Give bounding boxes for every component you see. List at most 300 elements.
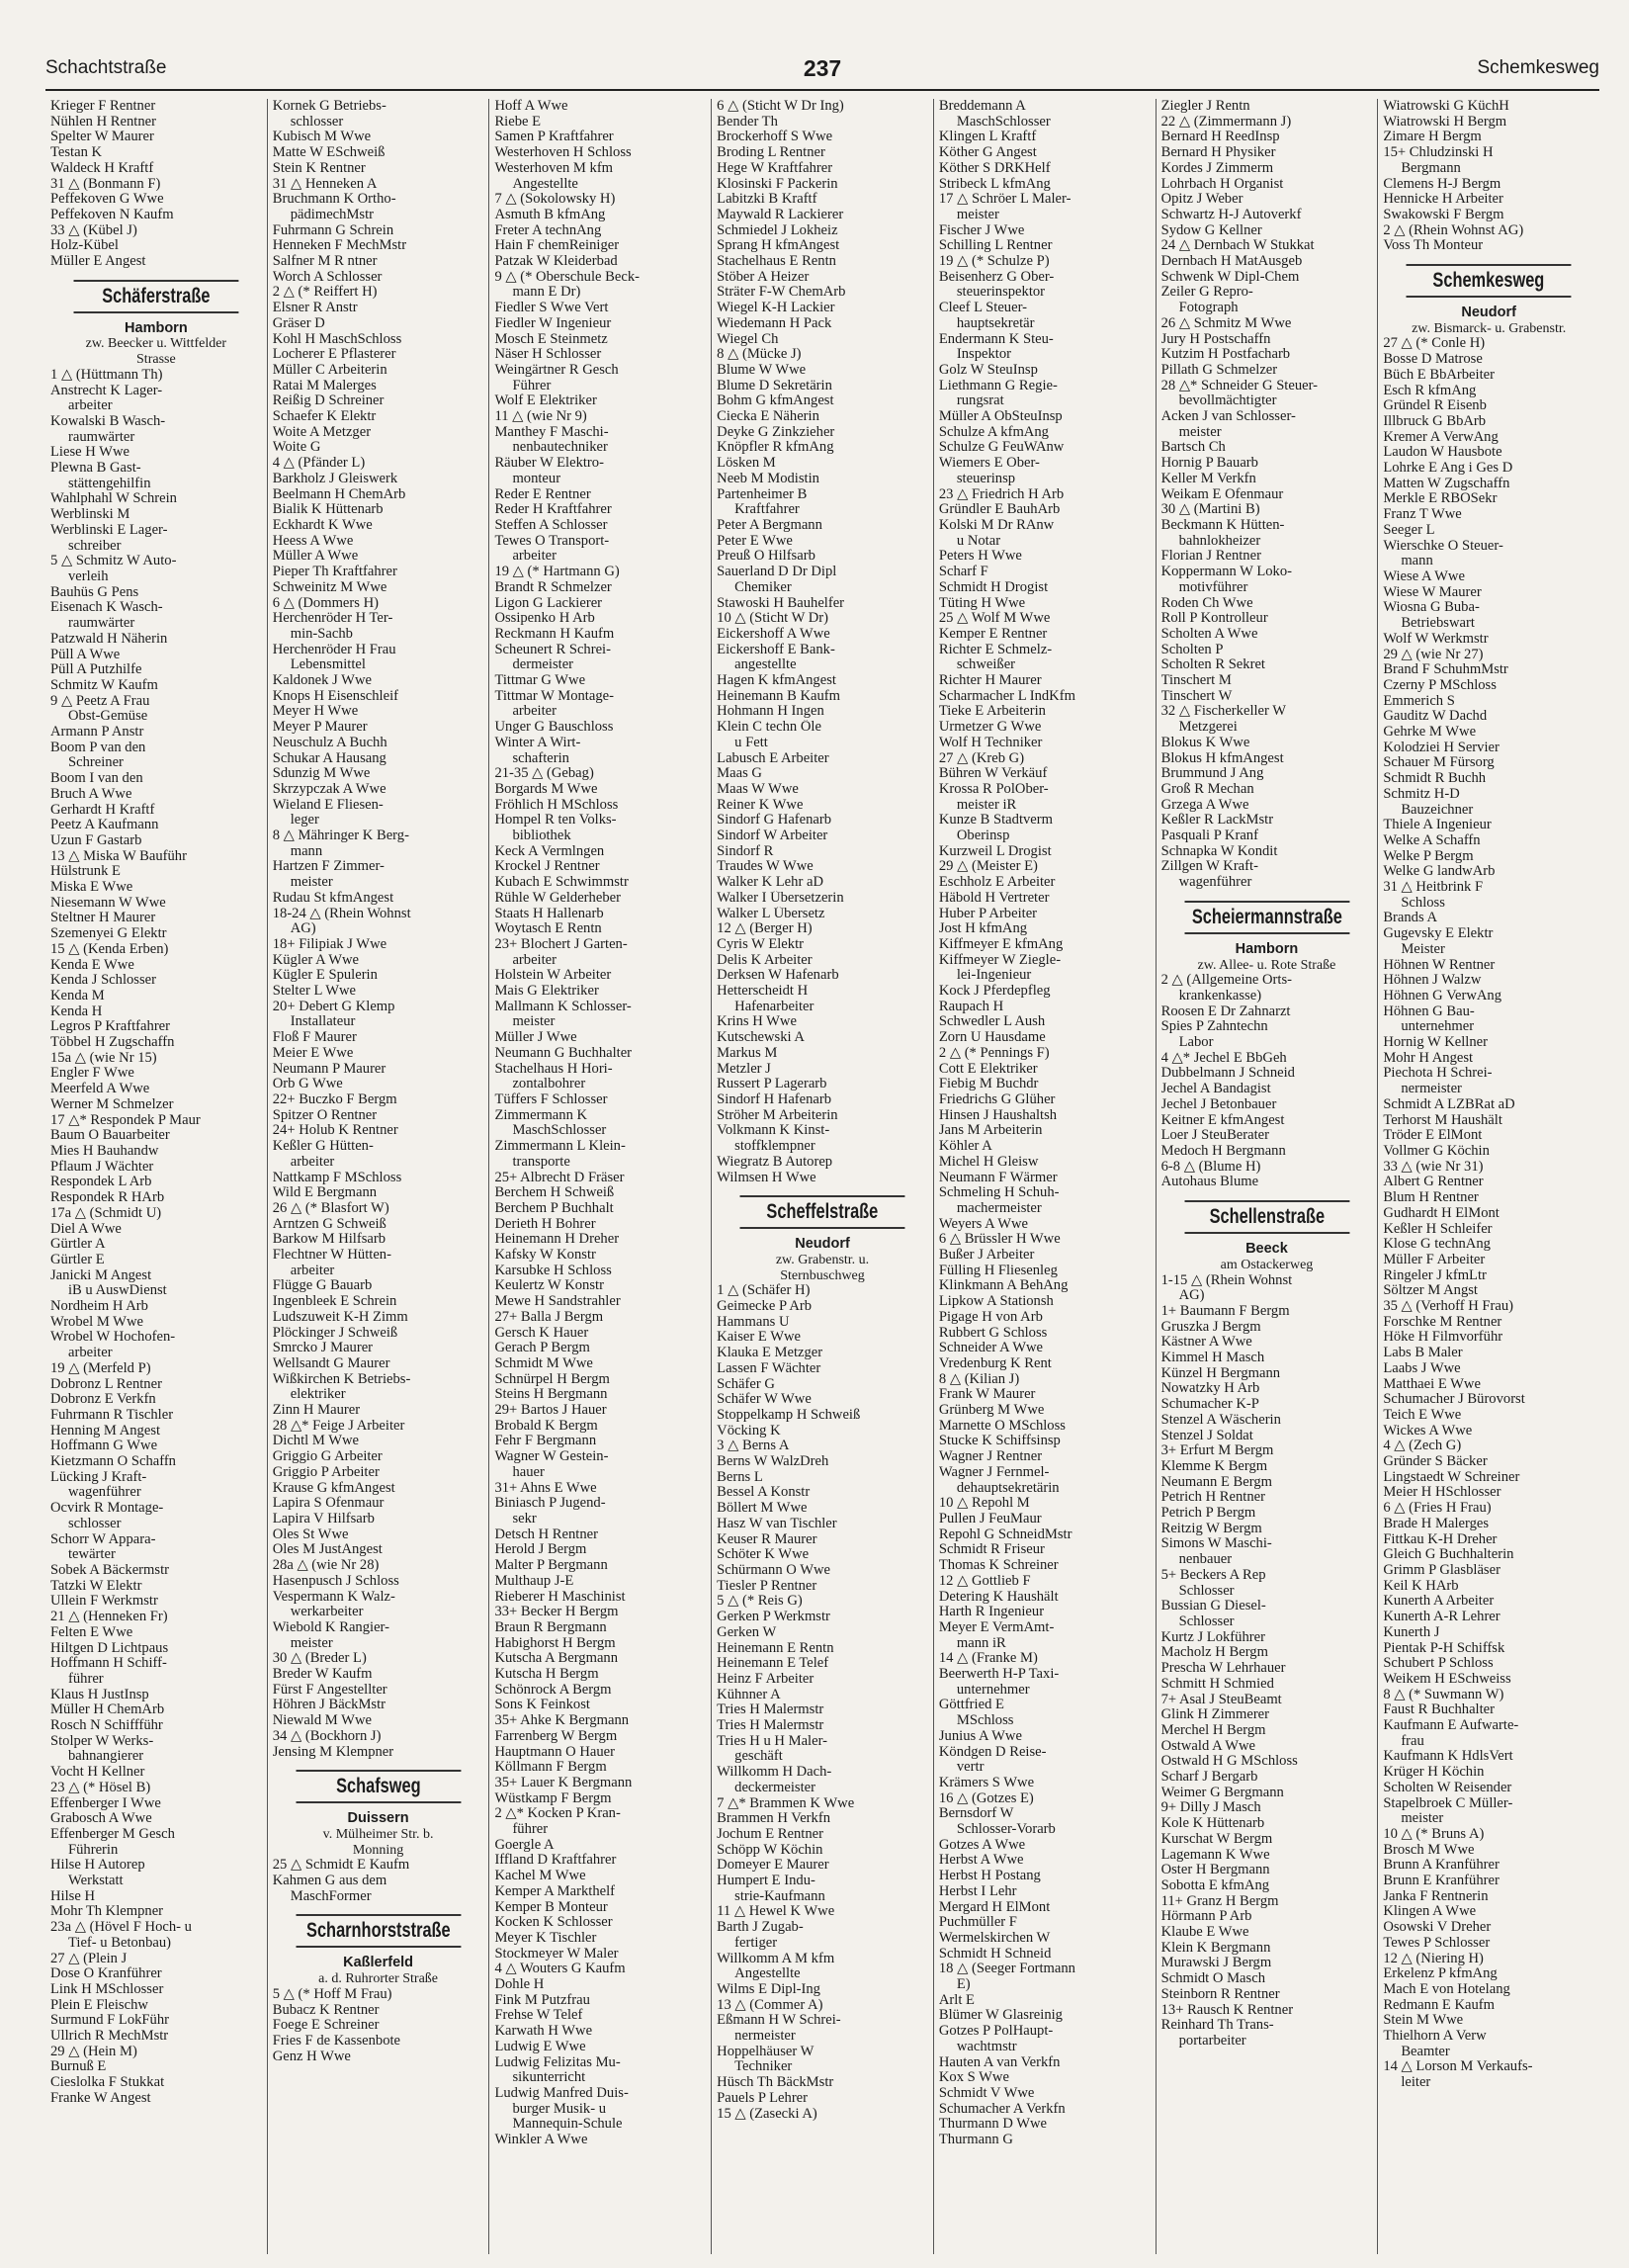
resident-entry: Cyris W Elektr [717, 936, 804, 952]
resident-entry: Heinemann B Kaufm [717, 688, 840, 704]
resident-entry: Sprang H kfmAngest [717, 238, 840, 254]
resident-entry: Albert G Rentner [1383, 1175, 1484, 1190]
resident-entry: Nühlen H Rentner [50, 114, 156, 130]
resident-entry: Wilmsen H Wwe [717, 1170, 816, 1185]
resident-entry: Thomas K Schreiner [938, 1558, 1059, 1574]
resident-entry: Gründel R Eisenb [1383, 398, 1487, 414]
resident-entry: Patzwald H Näherin [50, 631, 168, 647]
resident-entry: 2 △ (* Reiffert H) [272, 285, 378, 301]
resident-entry: Respondek R HArb [50, 1190, 165, 1206]
resident-entry: 27 △ (* Conle H) [1383, 336, 1486, 352]
entry-continuation: arbeiter [68, 398, 113, 414]
resident-entry: Laudon W Hausbote [1383, 445, 1502, 461]
resident-entry: Söltzer M Angst [1383, 1283, 1478, 1299]
resident-entry: Murawski J Bergm [1160, 1956, 1272, 1971]
resident-entry: Kemper A Markthelf [494, 1883, 616, 1899]
resident-entry: Felten E Wwe [50, 1624, 133, 1640]
resident-entry: Derieth H Bohrer [494, 1216, 596, 1232]
resident-entry: Höhnen G VerwAng [1383, 988, 1502, 1003]
resident-entry: Klemme K Bergm [1160, 1458, 1268, 1474]
resident-entry: Schumacher K-P [1160, 1397, 1259, 1413]
resident-entry: Peter E Wwe [717, 533, 793, 549]
resident-entry: Thiele A Ingenieur [1383, 818, 1492, 833]
resident-entry: Keßler G Hütten- [272, 1139, 374, 1155]
entry-continuation: lei-Ingenieur [956, 968, 1032, 984]
resident-entry: Höke H Filmvorführ [1383, 1330, 1503, 1346]
resident-entry: Smrcko J Maurer [272, 1341, 374, 1356]
resident-entry: Bialik K Hüttenarb [272, 502, 384, 518]
resident-entry: 29+ Bartos J Hauer [494, 1403, 607, 1419]
street-extent: a. d. Ruhrorter Straße [318, 1971, 439, 1987]
resident-entry: Breddemann A [938, 99, 1026, 114]
resident-entry: Kocken K Schlosser [494, 1915, 613, 1931]
resident-entry: Brosch M Wwe [1383, 1842, 1475, 1858]
resident-entry: Stockmeyer W Maler [494, 1946, 619, 1962]
resident-entry: 31 △ (Bonmann F) [50, 176, 161, 192]
resident-entry: Spitzer O Rentner [272, 1107, 378, 1123]
resident-entry: Baum O Bauarbeiter [50, 1128, 170, 1144]
resident-entry: Eisenach K Wasch- [50, 600, 163, 616]
resident-entry: Gotzes A Wwe [938, 1837, 1026, 1853]
entry-continuation: Oberinsp [956, 829, 1010, 844]
resident-entry: Müller H ChemArb [50, 1702, 165, 1718]
resident-entry: Tewes O Transport- [494, 533, 610, 549]
resident-entry: 30 △ (Breder L) [272, 1651, 367, 1667]
resident-entry: Müller F Arbeiter [1383, 1252, 1486, 1267]
resident-entry: 6 △ Brüssler H Wwe [938, 1232, 1061, 1248]
resident-entry: Foege E Schreiner [272, 2018, 380, 2034]
resident-entry: Schilling L Rentner [938, 238, 1053, 254]
resident-entry: Herchenröder H Frau [272, 642, 396, 657]
entry-continuation: schlosser [290, 114, 344, 130]
resident-entry: Testan K [50, 145, 103, 161]
resident-entry: Detering K Haushält [938, 1589, 1059, 1605]
resident-entry: Winkler A Wwe [494, 2133, 588, 2148]
resident-entry: Hasenpusch J Schloss [272, 1573, 399, 1589]
resident-entry: 6 △ (Dommers H) [272, 595, 379, 611]
resident-entry: Klauka E Metzger [717, 1346, 823, 1361]
resident-entry: Bartsch Ch [1160, 440, 1226, 456]
resident-entry: Stachelhaus H Hori- [494, 1061, 613, 1077]
resident-entry: Kühnner A [717, 1687, 781, 1702]
resident-entry: 12 △ (Berger H) [717, 921, 813, 937]
resident-entry: Wiatrowski H Bergm [1383, 114, 1507, 130]
resident-entry: Farrenberg W Bergm [494, 1728, 618, 1744]
resident-entry: Kietzmann O Schaffn [50, 1454, 176, 1470]
entry-continuation: Installateur [290, 1014, 356, 1030]
resident-entry: 4 △ (Pfänder L) [272, 456, 366, 472]
resident-entry: Kutzim H Postfacharb [1160, 347, 1291, 363]
entry-continuation: Obst-Gemüse [68, 709, 148, 725]
resident-entry: Scholten W Reisender [1383, 1780, 1512, 1795]
resident-entry: Dubbelmann J Schneid [1160, 1066, 1295, 1082]
resident-entry: Bussian G Diesel- [1160, 1599, 1266, 1614]
resident-entry: Petrich H Rentner [1160, 1490, 1265, 1506]
resident-entry: 28a △ (wie Nr 28) [272, 1558, 380, 1574]
resident-entry: Griggio G Arbeiter [272, 1449, 383, 1465]
street-heading: Schemkesweg [1407, 264, 1572, 298]
resident-entry: Kurtz J Lokführer [1160, 1629, 1265, 1645]
resident-entry: Pillath G Schmelzer [1160, 362, 1278, 378]
resident-entry: Rosch N Schiffführ [50, 1718, 163, 1734]
resident-entry: Dobronz L Rentner [50, 1376, 162, 1392]
resident-entry: Zimare H Bergm [1383, 130, 1482, 145]
resident-entry: Meier H HSchlosser [1383, 1485, 1501, 1501]
resident-entry: Roll P Kontrolleur [1160, 611, 1268, 627]
resident-entry: Liese H Wwe [50, 445, 129, 461]
resident-entry: Fuhrmann G Schrein [272, 222, 394, 238]
resident-entry: Westerhoven M kfm [494, 160, 614, 176]
resident-entry: Hornig W Kellner [1383, 1035, 1488, 1051]
resident-entry: Ziegler J Rentn [1160, 99, 1250, 114]
resident-entry: Köndgen D Reise- [938, 1744, 1047, 1760]
entry-continuation: nenbautechniker [512, 440, 608, 456]
resident-entry: Zeiler G Repro- [1160, 285, 1253, 301]
entry-continuation: min-Sachb [290, 626, 353, 642]
street-extent: Monning [352, 1842, 404, 1858]
resident-entry: Ostwald A Wwe [1160, 1738, 1255, 1754]
resident-entry: Tittmar G Wwe [494, 673, 586, 689]
resident-entry: Ludszuweit K-H Zimm [272, 1309, 408, 1325]
resident-entry: Blokus H kfmAngest [1160, 750, 1284, 766]
resident-entry: Rieberer H Maschinist [494, 1589, 626, 1605]
resident-entry: Kästner A Wwe [1160, 1335, 1252, 1351]
resident-entry: Köhler A [938, 1139, 992, 1155]
resident-entry: Kolski M Dr RAnw [938, 517, 1055, 533]
resident-entry: Partenheimer B [717, 486, 808, 502]
resident-entry: Oster H Bergmann [1160, 1863, 1270, 1878]
resident-entry: Fink M Putzfrau [494, 1992, 590, 2008]
resident-entry: Uzun F Gastarb [50, 832, 142, 848]
resident-entry: Schwenk W Dipl-Chem [1160, 269, 1300, 285]
entry-continuation: angestellte [734, 657, 797, 673]
resident-entry: Osowski V Dreher [1383, 1920, 1492, 1936]
entry-continuation: Schlosser [1178, 1583, 1235, 1599]
resident-entry: Jechel J Betonbauer [1160, 1096, 1277, 1112]
resident-entry: Roden Ch Wwe [1160, 595, 1253, 611]
resident-entry: 35+ Lauer K Bergmann [494, 1775, 633, 1790]
resident-entry: Keil K HArb [1383, 1578, 1459, 1594]
resident-entry: Floß F Maurer [272, 1030, 357, 1046]
resident-entry: Kutschewski A [717, 1030, 805, 1046]
resident-entry: 13 △ (Commer A) [717, 1997, 823, 2013]
resident-entry: Tries H u H Maler- [717, 1733, 828, 1749]
resident-entry: 9 △ (* Oberschule Beck- [494, 269, 641, 285]
resident-entry: Marnette O MSchloss [938, 1418, 1066, 1434]
resident-entry: 5 △ Schmitz W Auto- [50, 554, 177, 569]
resident-entry: Blokus K Wwe [1160, 735, 1250, 750]
resident-entry: Ratai M Malerges [272, 378, 377, 393]
resident-entry: Müller A ObSteuInsp [938, 409, 1063, 425]
resident-entry: Cieslolka F Stukkat [50, 2075, 165, 2091]
resident-entry: Zimmermann L Klein- [494, 1139, 626, 1155]
resident-entry: Klingen L Kraftf [938, 130, 1037, 145]
resident-entry: Wiegel K-H Lackier [717, 301, 835, 316]
resident-entry: Kaldonek J Wwe [272, 673, 372, 689]
street-extent: Sternbuschweg [780, 1267, 865, 1283]
resident-entry: Franke W Angest [50, 2090, 151, 2106]
resident-entry: Stein K Rentner [272, 160, 366, 176]
resident-entry: Hompel R ten Volks- [494, 813, 617, 829]
entry-continuation: burger Musik- u [512, 2101, 607, 2117]
resident-entry: Pflaum J Wächter [50, 1159, 154, 1175]
resident-entry: Schürmann O Wwe [717, 1562, 830, 1578]
entry-continuation: Mannequin-Schule [512, 2117, 623, 2133]
resident-entry: Schneider A Wwe [938, 1341, 1043, 1356]
district-name: Hamborn [1235, 941, 1299, 957]
resident-entry: Brunn A Kranführer [1383, 1858, 1500, 1874]
resident-entry: Thielhorn A Verw [1383, 2029, 1487, 2045]
resident-entry: Steltner H Maurer [50, 911, 156, 926]
resident-entry: Reitzig W Bergm [1160, 1521, 1262, 1536]
resident-entry: Berns L [717, 1469, 763, 1485]
resident-entry: 32 △ Fischerkeller W [1160, 704, 1287, 720]
directory-column-3 [489, 99, 712, 2254]
resident-entry: Kole K Hüttenarb [1160, 1816, 1265, 1832]
resident-entry: Stöber A Heizer [717, 269, 810, 285]
entry-continuation: Schloss [1401, 895, 1445, 911]
resident-entry: Woytasch E Rentn [494, 921, 602, 937]
resident-entry: Jechel A Bandagist [1160, 1082, 1271, 1097]
resident-entry: Holz-Kübel [50, 238, 119, 254]
resident-entry: Blume D Sekretärin [717, 378, 832, 393]
resident-entry: Hiltgen D Lichtpaus [50, 1640, 169, 1656]
resident-entry: Deyke G Zinkzieher [717, 424, 835, 440]
resident-entry: Schöpp W Köchin [717, 1842, 823, 1858]
resident-entry: Dobronz E Verkfn [50, 1392, 156, 1408]
resident-entry: Legros P Kraftfahrer [50, 1019, 171, 1035]
resident-entry: Hauten A van Verkfn [938, 2054, 1061, 2070]
resident-entry: Golz W SteuInsp [938, 362, 1038, 378]
resident-entry: Plein E Fleischw [50, 1997, 148, 2013]
resident-entry: 10 △ (* Bruns A) [1383, 1826, 1485, 1842]
resident-entry: Stribeck L kfmAng [938, 176, 1051, 192]
resident-entry: Sauerland D Dr Dipl [717, 565, 837, 580]
resident-entry: 17a △ (Schmidt U) [50, 1205, 162, 1221]
resident-entry: Kremer A VerwAng [1383, 429, 1499, 445]
resident-entry: Schmitt H Schmied [1160, 1676, 1274, 1692]
directory-column-6 [1157, 99, 1379, 2254]
resident-entry: Macholz H Bergm [1160, 1645, 1268, 1661]
resident-entry: Michel H Gleisw [938, 1154, 1039, 1170]
resident-entry: Schmidt O Masch [1160, 1971, 1265, 1987]
resident-entry: Hain F chemReiniger [494, 238, 620, 254]
resident-entry: Müller A Wwe [272, 549, 359, 565]
resident-entry: Labitzki B Kraftf [717, 192, 817, 208]
resident-entry: Simons W Maschi- [1160, 1536, 1272, 1552]
resident-entry: Goergle A [494, 1837, 555, 1853]
resident-entry: Boom P van den [50, 740, 146, 755]
resident-entry: 19 △ (Merfeld P) [50, 1360, 151, 1376]
resident-entry: Mach E von Hotelang [1383, 1981, 1510, 1997]
resident-entry: Ingenbleek E Schrein [272, 1294, 397, 1310]
resident-entry: Hüsch Th BäckMstr [717, 2075, 834, 2091]
resident-entry: Staats H Hallenarb [494, 906, 604, 921]
resident-entry: Zorn U Hausdame [938, 1030, 1046, 1046]
resident-entry: Peters H Wwe [938, 549, 1022, 565]
resident-entry: Lapira V Hilfsarb [272, 1511, 375, 1527]
resident-entry: Höhren J BäckMstr [272, 1698, 386, 1713]
entry-continuation: MaschSchlosser [512, 1123, 607, 1139]
resident-entry: 21-35 △ (Gebag) [494, 766, 594, 782]
resident-entry: Reder H Kraftfahrer [494, 502, 612, 518]
resident-entry: Kutscha H Bergm [494, 1667, 599, 1683]
entry-continuation: Schreiner [68, 755, 124, 771]
entry-continuation: schreiber [68, 538, 122, 554]
resident-entry: Köllmann F Bergm [494, 1760, 607, 1776]
resident-entry: 6 △ (Fries H Frau) [1383, 1501, 1492, 1517]
resident-entry: Neumann G Buchhalter [494, 1045, 633, 1061]
resident-entry: Keßler R LackMstr [1160, 813, 1274, 829]
resident-entry: Schorr W Appara- [50, 1531, 156, 1547]
resident-entry: Gudhardt H ElMont [1383, 1205, 1500, 1221]
resident-entry: Stelter L Wwe [272, 984, 357, 1000]
resident-entry: Bernard H Physiker [1160, 145, 1276, 161]
resident-entry: Gruszka J Bergm [1160, 1319, 1261, 1335]
resident-entry: 5 △ (* Reis G) [717, 1594, 803, 1610]
resident-entry: 9 △ Peetz A Frau [50, 693, 150, 709]
resident-entry: Blum H Rentner [1383, 1190, 1479, 1206]
resident-entry: 2 △ (* Pennings F) [938, 1045, 1050, 1061]
resident-entry: Willkomm A M kfm [717, 1951, 835, 1966]
resident-entry: Kock J Pferdepfleg [938, 984, 1051, 1000]
resident-entry: Biniasch P Jugend- [494, 1496, 606, 1512]
resident-entry: Tewes P Schlosser [1383, 1935, 1491, 1951]
resident-entry: Wiegel Ch [717, 331, 779, 347]
resident-entry: 19 △ (* Schulze P) [938, 254, 1050, 270]
resident-entry: Emmerich S [1383, 693, 1455, 709]
resident-entry: Stenzel A Wäscherin [1160, 1412, 1281, 1428]
resident-entry: Mergard H ElMont [938, 1899, 1051, 1915]
resident-entry: Meyer P Maurer [272, 720, 368, 736]
resident-entry: Weikam E Ofenmaur [1160, 486, 1284, 502]
resident-entry: Riebe E [494, 114, 542, 130]
resident-entry: Krins H Wwe [717, 1014, 797, 1030]
resident-entry: Medoch H Bergmann [1160, 1144, 1286, 1159]
resident-entry: Hasz W van Tischler [717, 1516, 837, 1531]
resident-entry: Friedrichs G Glüher [938, 1092, 1056, 1107]
entry-continuation: rungsrat [956, 393, 1004, 409]
resident-entry: Pullen J FeuMaur [938, 1511, 1042, 1527]
resident-entry: Patzak W Kleiderbad [494, 254, 618, 270]
directory-column-2 [268, 99, 490, 2254]
resident-entry: Jans M Arbeiterin [938, 1123, 1043, 1139]
resident-entry: Wiese A Wwe [1383, 568, 1465, 584]
resident-entry: Clemens H-J Bergm [1383, 176, 1501, 192]
resident-entry: Heess A Wwe [272, 533, 354, 549]
resident-entry: 29 △ (wie Nr 27) [1383, 647, 1484, 662]
resident-entry: 24 △ Dernbach W Stukkat [1160, 238, 1315, 254]
entry-continuation: portarbeiter [1178, 2033, 1246, 2049]
resident-entry: Stein M Wwe [1383, 2013, 1464, 2029]
resident-entry: Kaufmann K HdlsVert [1383, 1749, 1513, 1765]
resident-entry: Ullein F Werkmstr [50, 1594, 158, 1610]
resident-entry: Hülstrunk E [50, 864, 121, 880]
entry-continuation: deckermeister [734, 1780, 815, 1795]
entry-continuation: bahnangierer [68, 1749, 144, 1765]
resident-entry: Berns W WalzDreh [717, 1454, 829, 1470]
resident-entry: Bohm G kfmAngest [717, 393, 834, 409]
resident-entry: Kowalski B Wasch- [50, 413, 166, 429]
resident-entry: Gürtler A [50, 1237, 106, 1253]
resident-entry: Heinz F Arbeiter [717, 1671, 814, 1687]
resident-entry: Kaufmann E Aufwarte- [1383, 1718, 1519, 1734]
resident-entry: Maas G [717, 766, 762, 782]
resident-entry: Florian J Rentner [1160, 549, 1261, 565]
resident-entry: Junius A Wwe [938, 1728, 1022, 1744]
resident-entry: Keitner E kfmAngest [1160, 1112, 1285, 1128]
entry-continuation: Schlosser [1178, 1614, 1235, 1629]
district-name: Duissern [347, 1811, 409, 1827]
resident-entry: Müller E Angest [50, 254, 146, 270]
resident-entry: Opitz J Weber [1160, 192, 1243, 208]
resident-entry: Kubisch M Wwe [272, 130, 372, 145]
resident-entry: Voss Th Monteur [1383, 238, 1484, 254]
resident-entry: 30 △ (Martini B) [1160, 502, 1260, 518]
resident-entry: Kunerth A-R Lehrer [1383, 1610, 1500, 1625]
resident-entry: Peffekoven N Kaufm [50, 207, 174, 222]
entry-continuation: Lebensmittel [290, 657, 366, 673]
resident-entry: Dichtl M Wwe [272, 1434, 359, 1449]
resident-entry: Höhnen G Bau- [1383, 1003, 1475, 1019]
resident-entry: 8 △ (Kilian J) [938, 1371, 1020, 1387]
entry-continuation: schafterin [512, 750, 569, 766]
resident-entry: Merchel H Bergm [1160, 1722, 1266, 1738]
resident-entry: Bernard H ReedInsp [1160, 130, 1280, 145]
resident-entry: 33 △ (Kübel J) [50, 222, 137, 238]
resident-entry: Swakowski F Bergm [1383, 207, 1504, 222]
resident-entry: Worch A Schlosser [272, 269, 383, 285]
entry-continuation: E) [956, 1977, 971, 1993]
resident-entry: Gründler E BauhArb [938, 502, 1061, 518]
resident-entry: 12 △ (Niering H) [1383, 1951, 1484, 1966]
resident-entry: Werblinski E Lager- [50, 522, 168, 538]
resident-entry: 21 △ (Henneken Fr) [50, 1610, 168, 1625]
district-name: Neudorf [1461, 305, 1516, 321]
resident-entry: Kenda E Wwe [50, 957, 134, 973]
resident-entry: 31 △ Heitbrink F [1383, 880, 1484, 896]
resident-entry: Karwath H Wwe [494, 2024, 593, 2040]
resident-entry: Klaus H JustInsp [50, 1687, 149, 1702]
resident-entry: Petrich P Bergm [1160, 1506, 1256, 1522]
resident-entry: Gründer S Bäcker [1383, 1454, 1488, 1470]
entry-continuation: monteur [512, 471, 561, 486]
resident-entry: 23 △ (* Hösel B) [50, 1780, 151, 1795]
resident-entry: Eickershoff E Bank- [717, 642, 835, 657]
resident-entry: Meerfeld A Wwe [50, 1082, 150, 1097]
resident-entry: Tinschert M [1160, 673, 1232, 689]
resident-entry: Schmidt V Wwe [938, 2086, 1035, 2101]
header-last-street: Schemkesweg [1477, 57, 1599, 78]
resident-entry: Brobald K Bergm [494, 1418, 598, 1434]
resident-entry: 27+ Balla J Bergm [494, 1309, 604, 1325]
resident-entry: Zillgen W Kraft- [1160, 859, 1258, 875]
resident-entry: Matte W ESchweiß [272, 145, 386, 161]
resident-entry: Asmuth B kfmAng [494, 207, 606, 222]
resident-entry: Knops H Eisenschleif [272, 688, 398, 704]
resident-entry: Bühren W Verkäuf [938, 766, 1048, 782]
entry-continuation: führer [512, 1822, 549, 1838]
entry-continuation: MSchloss [956, 1713, 1014, 1729]
entry-continuation: Fotograph [1178, 301, 1239, 316]
resident-entry: Püll A Wwe [50, 647, 121, 662]
resident-entry: Jost H kfmAng [938, 921, 1028, 937]
resident-entry: Künzel H Bergmann [1160, 1365, 1281, 1381]
resident-entry: Müller C Arbeiterin [272, 362, 387, 378]
resident-entry: Cott E Elektriker [938, 1061, 1038, 1077]
resident-entry: Esch R kfmAng [1383, 383, 1477, 398]
directory-column-4 [712, 99, 934, 2254]
